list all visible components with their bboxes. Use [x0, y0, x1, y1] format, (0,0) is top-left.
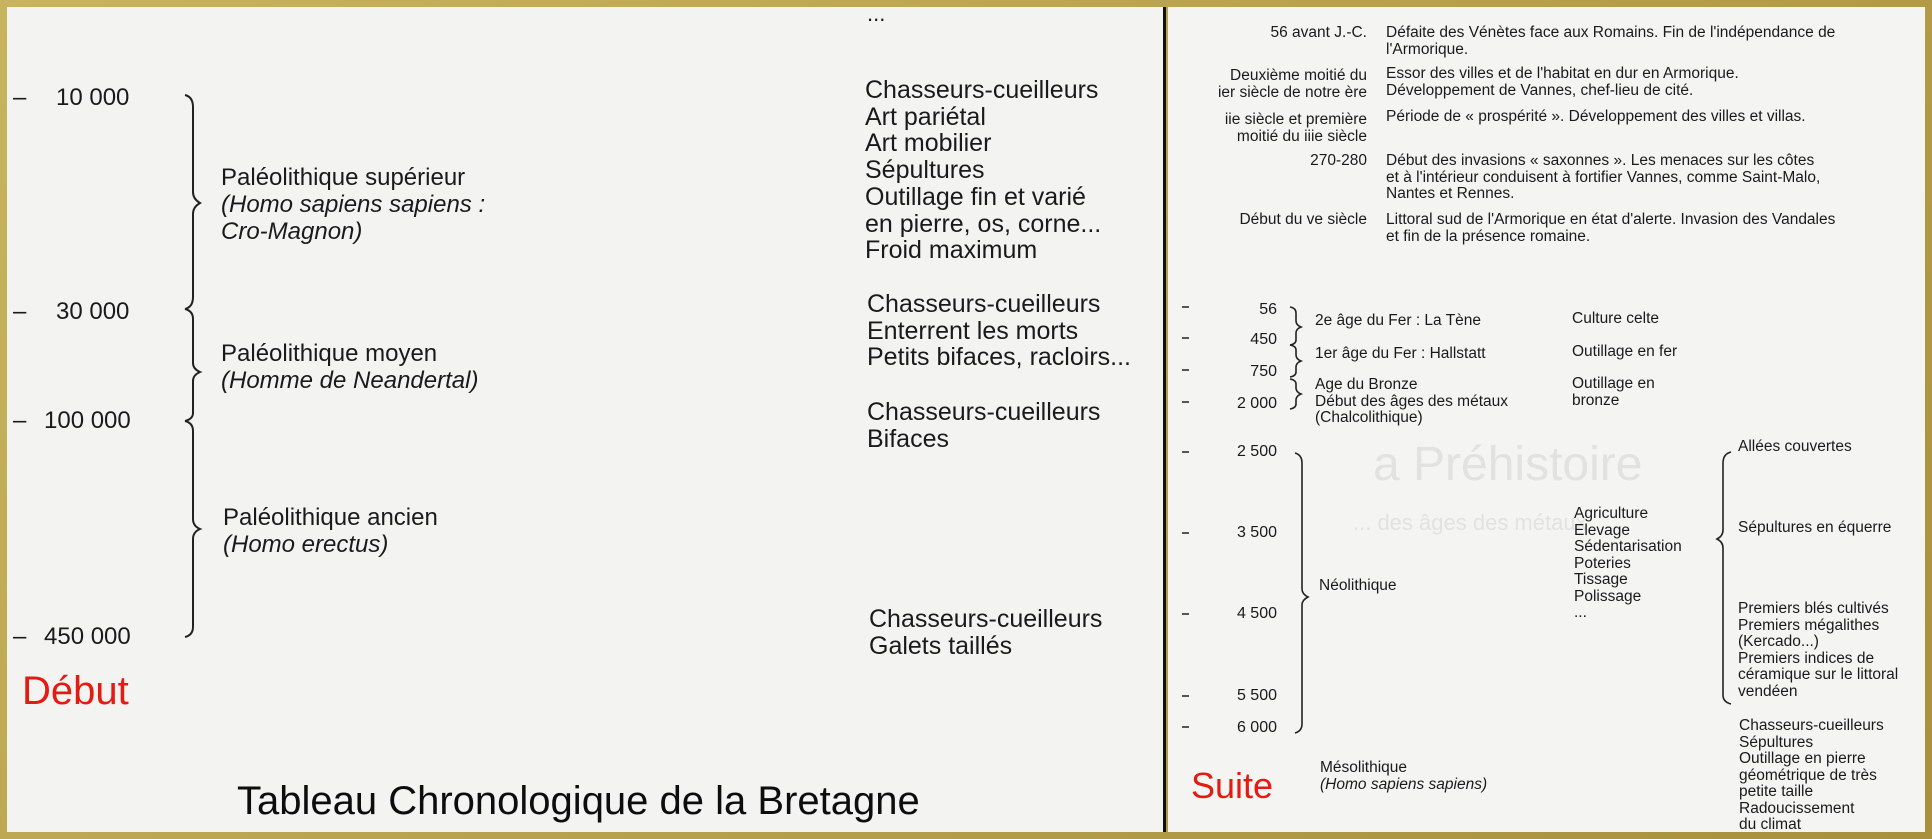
neolithique-feature: Elevage — [1574, 521, 1631, 539]
age-bronze-feature-line: bronze — [1572, 391, 1620, 409]
features-paleo-ancien — [867, 399, 1100, 452]
feature-line: Chasseurs-cueilleurs — [867, 398, 1101, 426]
mesolithique-feature: Chasseurs-cueilleurs — [1739, 717, 1884, 734]
mesolithique-feature: Radoucissement — [1739, 799, 1855, 817]
history-date-line: Deuxième moitié du — [1230, 67, 1367, 84]
period-neolithique: Néolithique — [1319, 577, 1397, 594]
feature-line: Outillage fin et varié — [865, 182, 1086, 211]
period-name: Paléolithique moyen — [221, 340, 438, 367]
brace-la-tene — [1290, 307, 1301, 345]
feature-line: en pierre, os, corne... — [865, 209, 1102, 238]
history-text-line: et fin de la présence romaine. — [1386, 227, 1591, 245]
period-name: Paléolithique supérieur — [221, 164, 466, 191]
ghost-subheading: ... des âges des métaux — [1353, 510, 1587, 535]
history-text-line: Début des invasions « saxonnes ». Les menaces sur les côtes — [1386, 152, 1815, 169]
history-text-line: Littoral sud de l'Armorique en état d'alerte. Invasion des Vandales — [1386, 211, 1836, 228]
mesolithique-feature: petite taille — [1739, 783, 1814, 800]
year-2000: 2 000 — [1236, 395, 1277, 412]
year-3500: 3 500 — [1236, 524, 1277, 541]
period-species: Cro-Magnon) — [221, 218, 363, 245]
neolithique-feature: Polissage — [1574, 587, 1642, 605]
history-date: Début du ve siècle — [1239, 211, 1367, 228]
monument-line: céramique sur le littoral — [1738, 666, 1899, 683]
year-30000: 30 000 — [56, 298, 130, 325]
brace-bronze — [1290, 379, 1301, 409]
history-date-line: ier siècle de notre ère — [1217, 83, 1367, 101]
year-4500: 4 500 — [1236, 605, 1277, 622]
age-la-tene-feature: Culture celte — [1572, 310, 1660, 327]
monuments-early — [1738, 601, 1898, 700]
history-date: 270-280 — [1310, 152, 1367, 169]
history-date: 56 avant J.-C. — [1270, 24, 1367, 41]
year-dash: – — [13, 407, 27, 434]
features-paleo-moyen — [867, 291, 1131, 371]
feature-line: Petits bifaces, racloirs... — [867, 343, 1131, 372]
age-la-tene: 2e âge du Fer : La Tène — [1315, 312, 1482, 329]
history-text-line: Période de « prospérité ». Développement des villes et villas. — [1386, 108, 1806, 125]
year-dash: – — [13, 84, 27, 111]
history-text-line: Défaite des Vénètes face aux Romains. Fin de l'indépendance de — [1386, 24, 1836, 41]
feature-line: Galets taillés — [869, 631, 1013, 660]
right-ticks-and-braces — [1168, 7, 1925, 832]
year-450: 450 — [1250, 331, 1277, 348]
year-6000: 6 000 — [1236, 719, 1277, 736]
ghost-heading: a Préhistoire — [1373, 438, 1643, 491]
neolithique-feature: Sédentarisation — [1574, 538, 1682, 555]
features-earliest — [869, 606, 1102, 659]
feature-line: Sépultures — [865, 156, 985, 185]
year-100000: 100 000 — [44, 407, 131, 434]
year-dash: – — [13, 298, 27, 325]
year-450000: 450 000 — [44, 623, 131, 650]
monument-line: Premiers blés cultivés — [1738, 600, 1889, 617]
period-paleo-superieur — [221, 164, 485, 245]
brace-neolithique — [1295, 453, 1308, 733]
brace-moyen — [185, 309, 200, 421]
neolithique-feature: Poteries — [1574, 554, 1631, 572]
neolithique-feature: Tissage — [1574, 571, 1628, 588]
monument-line: Premiers mégalithes — [1738, 616, 1880, 634]
feature-line: Chasseurs-cueilleurs — [867, 290, 1101, 318]
feature-line: Bifaces — [867, 424, 949, 453]
mesolithique-feature: Outillage en pierre — [1739, 750, 1866, 767]
period-paleo-moyen — [221, 340, 478, 394]
suite-label: Suite — [1191, 765, 1274, 806]
ellipsis-top: ... — [867, 7, 886, 26]
monument-line: (Kercado...) — [1738, 633, 1819, 650]
history-text-line: Développement de Vannes, chef-lieu de cité. — [1386, 81, 1694, 99]
age-bronze — [1315, 377, 1508, 427]
brace-ancien — [185, 421, 200, 637]
period-species: (Homo erectus) — [223, 531, 389, 558]
center-divider — [1163, 7, 1166, 832]
feature-line: Chasseurs-cueilleurs — [869, 605, 1103, 633]
year-2500: 2 500 — [1236, 443, 1277, 460]
period-name: Paléolithique ancien — [223, 504, 438, 531]
feature-line: Enterrent les morts — [867, 316, 1079, 345]
feature-line: Chasseurs-cueilleurs — [865, 76, 1099, 104]
year-10000: 10 000 — [56, 84, 130, 111]
monument-line: Premiers indices de — [1738, 649, 1875, 667]
sheet-debut — [7, 7, 1165, 832]
period-species: (Homme de Neandertal) — [221, 367, 479, 394]
age-bronze-line: Age du Bronze — [1315, 376, 1418, 393]
feature-line: Art mobilier — [865, 129, 992, 158]
history-text-line: et à l'intérieur conduisent à fortifier Vannes, comme Saint-Malo, — [1386, 168, 1821, 186]
period-species: (Homo sapiens sapiens) — [1320, 775, 1488, 793]
neolithique-feature: ... — [1574, 604, 1587, 621]
year-56: 56 — [1259, 301, 1277, 318]
brace-monuments — [1717, 452, 1731, 704]
age-bronze-line: Début des âges des métaux — [1315, 392, 1509, 410]
period-species: (Homo sapiens sapiens : — [221, 191, 486, 218]
page-title: Tableau Chronologique de la Bretagne — [237, 779, 920, 823]
monument-sepultures-equerre: Sépultures en équerre — [1738, 519, 1892, 536]
age-bronze-line: (Chalcolithique) — [1315, 409, 1423, 426]
period-name: Mésolithique — [1320, 759, 1408, 776]
history-date-line: moitié du iiie siècle — [1236, 127, 1367, 145]
brace-superieur — [185, 95, 200, 309]
year-dash: – — [13, 623, 27, 650]
history-text-line: l'Armorique. — [1386, 40, 1469, 58]
mesolithique-feature: Sépultures — [1739, 733, 1814, 751]
mesolithique-feature: géométrique de très — [1739, 766, 1877, 784]
year-ticks — [1182, 307, 1189, 727]
history-text-line: Essor des villes et de l'habitat en dur en Armorique. — [1386, 65, 1739, 82]
monument-allees-couvertes: Allées couvertes — [1738, 438, 1852, 455]
history-text-line: Nantes et Rennes. — [1386, 185, 1515, 202]
brace-hallstatt — [1290, 345, 1301, 377]
mesolithique-features — [1739, 718, 1884, 832]
period-mesolithique — [1320, 760, 1487, 793]
year-5500: 5 500 — [1236, 687, 1277, 704]
feature-line: Froid maximum — [865, 236, 1038, 265]
history-date-line: iie siècle et première — [1224, 111, 1367, 128]
monument-line: vendéen — [1738, 682, 1798, 700]
age-bronze-feature — [1572, 376, 1655, 409]
debut-label: Début — [22, 669, 129, 713]
sheet-suite — [1168, 7, 1925, 832]
mesolithique-feature: du climat — [1739, 816, 1802, 832]
age-bronze-feature-line: Outillage en — [1572, 375, 1655, 392]
year-750: 750 — [1250, 363, 1277, 380]
age-hallstatt: 1er âge du Fer : Hallstatt — [1315, 345, 1486, 362]
neolithique-features — [1574, 506, 1682, 622]
period-paleo-ancien — [223, 504, 438, 558]
feature-line: Art pariétal — [865, 102, 986, 131]
age-hallstatt-feature: Outillage en fer — [1572, 343, 1678, 360]
features-paleo-superieur — [865, 77, 1101, 264]
neolithique-feature: Agriculture — [1574, 505, 1649, 522]
